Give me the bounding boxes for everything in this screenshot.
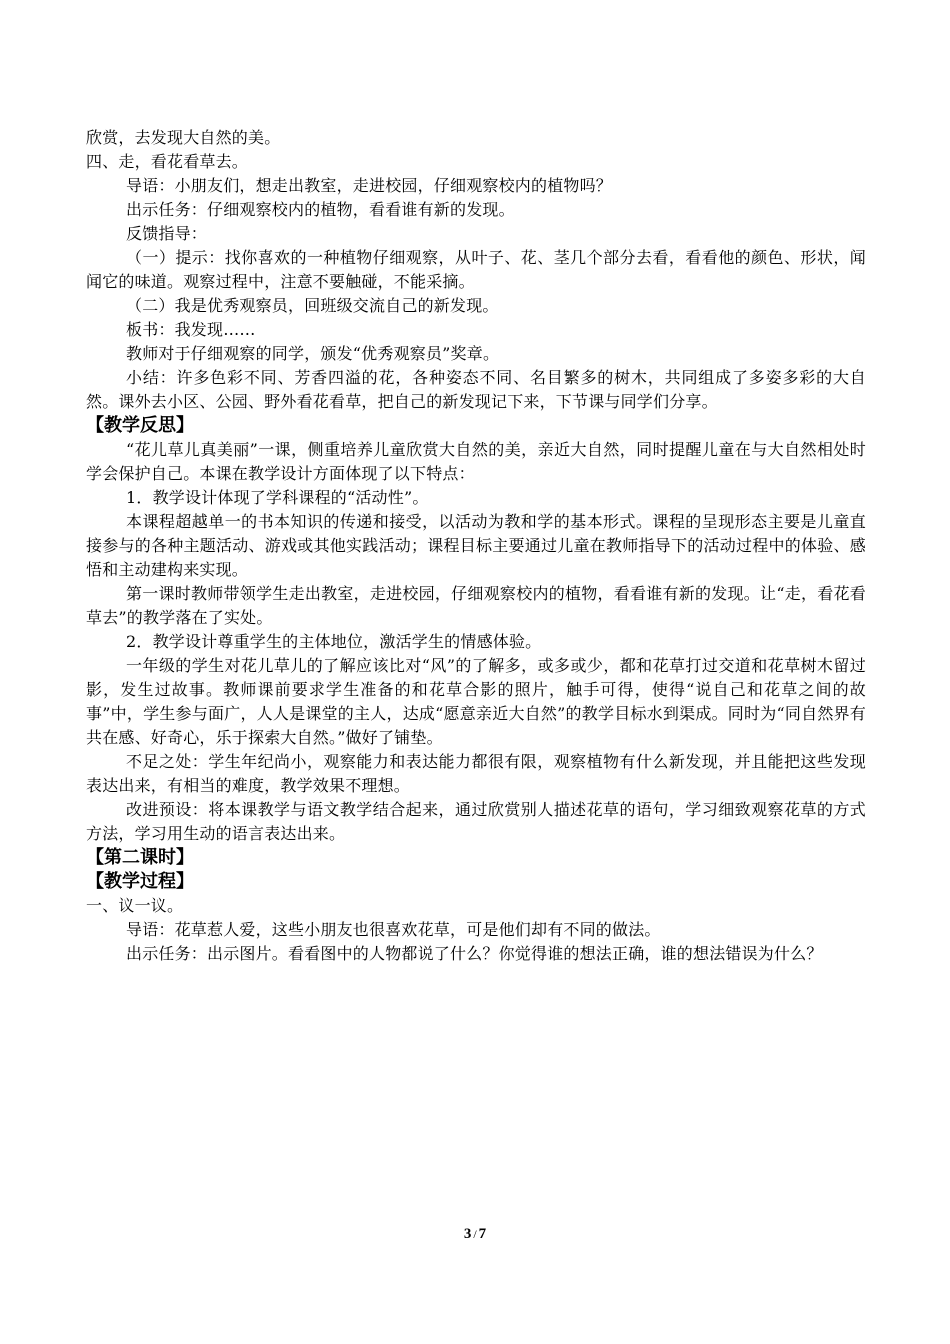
paragraph: 导语：花草惹人爱，这些小朋友也很喜欢花草，可是他们却有不同的做法。 (126, 920, 661, 939)
paragraph: 小结：许多色彩不同、芳香四溢的花，各种姿态不同、名目繁多的树木，共同组成了多姿多彩的大自然。课外去小区、公园、野外看花看草，把自己的新发现记下来，下节课与同学们分享。 (86, 368, 866, 411)
paragraph: 导语：小朋友们，想走出教室，走进校园，仔细观察校内的植物吗？ (126, 176, 613, 195)
document-body (86, 126, 866, 966)
heading-teaching-reflection: 【教学反思】 (86, 415, 194, 436)
paragraph: 板书：我发现…… (126, 320, 256, 339)
page-separator: / (473, 1227, 477, 1241)
total-pages-number: 7 (478, 1226, 487, 1242)
paragraph: 第一课时教师带领学生走出教室，走进校园，仔细观察校内的植物，看看谁有新的发现。让“走，看花看草去”的教学落在了实处。 (86, 584, 866, 627)
paragraph: 出示任务：出示图片。看看图中的人物都说了什么？你觉得谁的想法正确，谁的想法错误为什么？ (126, 944, 823, 963)
heading-teaching-process: 【教学过程】 (86, 871, 194, 892)
paragraph: 2．教学设计尊重学生的主体地位，激活学生的情感体验。 (126, 632, 542, 651)
section-title: 四、走，看花看草去。 (86, 152, 249, 171)
paragraph: 改进预设：将本课教学与语文教学结合起来，通过欣赏别人描述花草的语句，学习细致观察花草的方式方法，学习用生动的语言表达出来。 (86, 800, 866, 843)
paragraph: 本课程超越单一的书本知识的传递和接受，以活动为教和学的基本形式。课程的呈现形态主要是儿童直接参与的各种主题活动、游戏或其他实践活动；课程目标主要通过儿童在教师指导下的活动过程中的体验、感悟和主动建构来实现。 (86, 512, 866, 579)
paragraph: 不足之处：学生年纪尚小，观察能力和表达能力都很有限，观察植物有什么新发现，并且能把这些发现表达出来，有相当的难度，教学效果不理想。 (86, 752, 866, 795)
paragraph: 出示任务：仔细观察校内的植物，看看谁有新的发现。 (126, 200, 515, 219)
paragraph: “花儿草儿真美丽”一课，侧重培养儿童欣赏大自然的美，亲近大自然，同时提醒儿童在与大自然相处时学会保护自己。本课在教学设计方面体现了以下特点： (86, 440, 866, 483)
paragraph: 一年级的学生对花儿草儿的了解应该比对“风”的了解多，或多或少，都和花草打过交道和花草树木留过影，发生过故事。教师课前要求学生准备的和花草合影的照片，触手可得，使得“说自己和花草之间的故事”中，学生参与面广，人人是课堂的主人，达成“愿意亲近大自然”的教学目标水到渠成。同时为“同自然界有共在感、好奇心，乐于探索大自然。”做好了铺垫。 (86, 656, 866, 747)
page-number-footer (0, 1226, 950, 1243)
paragraph: （二）我是优秀观察员，回班级交流自己的新发现。 (126, 296, 499, 315)
paragraph: （一）提示：找你喜欢的一种植物仔细观察，从叶子、花、茎几个部分去看，看看他的颜色、形状，闻闻它的味道。观察过程中，注意不要触碰，不能采摘。 (86, 248, 866, 291)
current-page-number: 3 (463, 1226, 472, 1242)
section-title: 一、议一议。 (86, 896, 184, 915)
paragraph: 欣赏，去发现大自然的美。 (86, 128, 281, 147)
paragraph: 1．教学设计体现了学科课程的“活动性”。 (126, 488, 429, 507)
heading-second-lesson: 【第二课时】 (86, 847, 194, 868)
paragraph: 反馈指导： (126, 224, 208, 243)
paragraph: 教师对于仔细观察的同学，颁发“优秀观察员”奖章。 (126, 344, 500, 363)
